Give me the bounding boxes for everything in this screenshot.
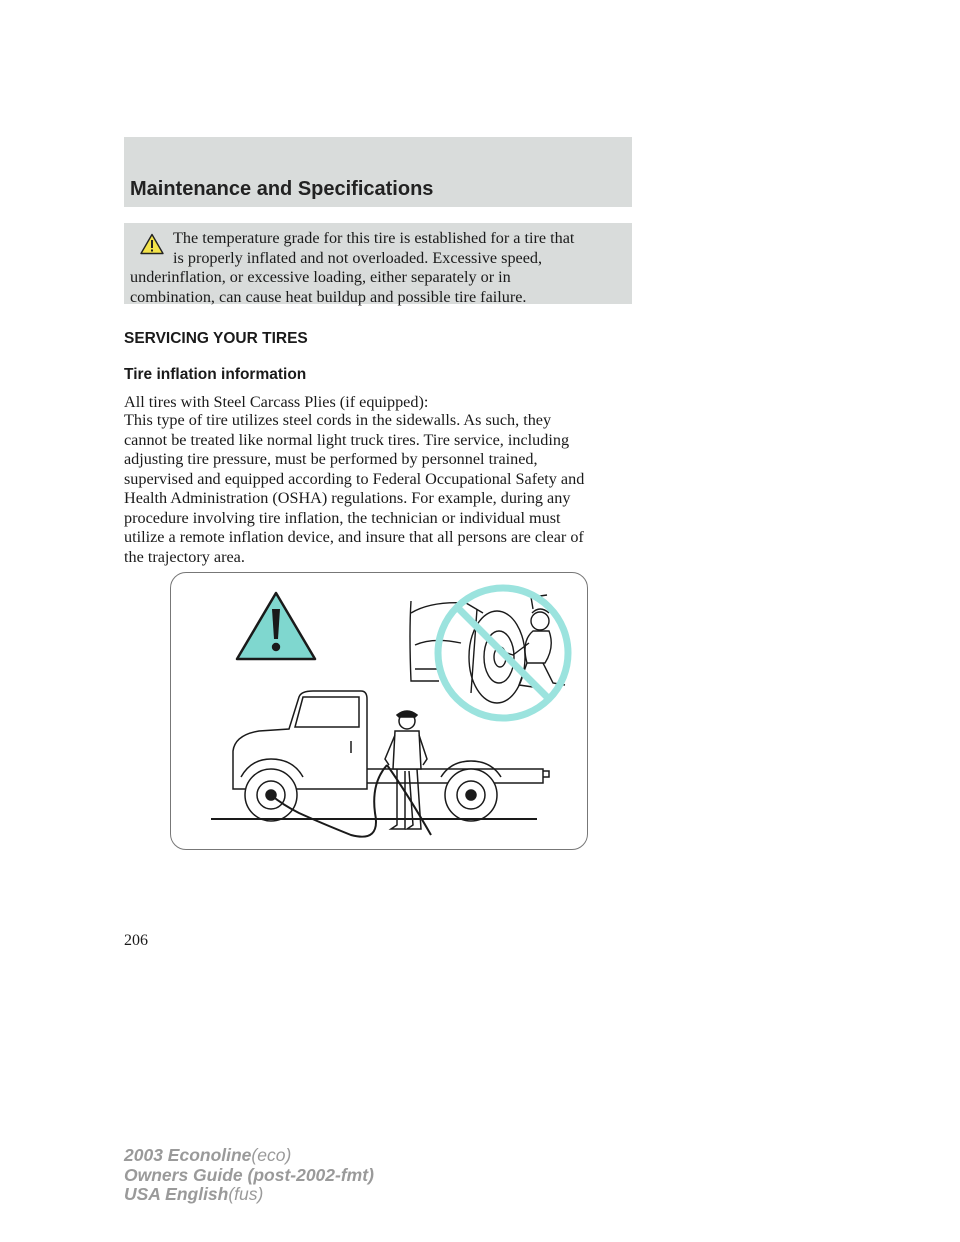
footer-line (124, 1166, 374, 1186)
body-line: the trajectory area. (124, 547, 245, 566)
inflation-heading: Tire inflation information (124, 366, 307, 383)
body-line: procedure involving tire inflation, the technician or individual must (124, 508, 561, 527)
body-line: Health Administration (OSHA) regulations. For example, during any (124, 489, 571, 507)
footer-line (124, 1146, 374, 1166)
warning-line: underinflation, or excessive loading, either separately or in (130, 268, 511, 286)
warning-box (124, 223, 632, 304)
steel-carcass-body (124, 411, 632, 567)
footer-line (124, 1185, 374, 1205)
footer-model: 2003 Econoline (124, 1145, 252, 1165)
footer-model-code: (eco) (251, 1145, 292, 1165)
illustration-svg (171, 573, 588, 850)
tire-inflation-illustration (170, 572, 588, 850)
crouching-technician-scene (410, 595, 565, 703)
footer-language-code: (fus) (228, 1184, 264, 1204)
warning-line: combination, can cause heat buildup and possible tire failure. (130, 287, 527, 306)
document-footer (124, 1146, 374, 1205)
servicing-heading: SERVICING YOUR TIRES (124, 330, 308, 347)
steel-carcass-intro: All tires with Steel Carcass Plies (if equipped): (124, 393, 429, 411)
body-line: utilize a remote inflation device, and insure that all persons are clear of (124, 528, 584, 546)
warning-line: is properly inflated and not overloaded. Excessive speed, (173, 248, 543, 267)
section-header (124, 137, 632, 207)
page-number: 206 (124, 932, 148, 949)
warning-line: The temperature grade for this tire is established for a tire that (173, 229, 575, 247)
body-line: This type of tire utilizes steel cords in the sidewalls. As such, they (124, 411, 552, 429)
body-line: supervised and equipped according to Federal Occupational Safety and (124, 469, 585, 488)
section-title: Maintenance and Specifications (130, 178, 434, 200)
footer-guide: Owners Guide (post-2002-fmt) (124, 1164, 374, 1185)
warning-triangle-icon (237, 593, 315, 659)
body-line: cannot be treated like normal light truck tires. Tire service, including (124, 430, 570, 449)
body-line: adjusting tire pressure, must be performed by personnel trained, (124, 450, 538, 468)
footer-language: USA English (124, 1184, 229, 1204)
warning-text (130, 229, 625, 307)
